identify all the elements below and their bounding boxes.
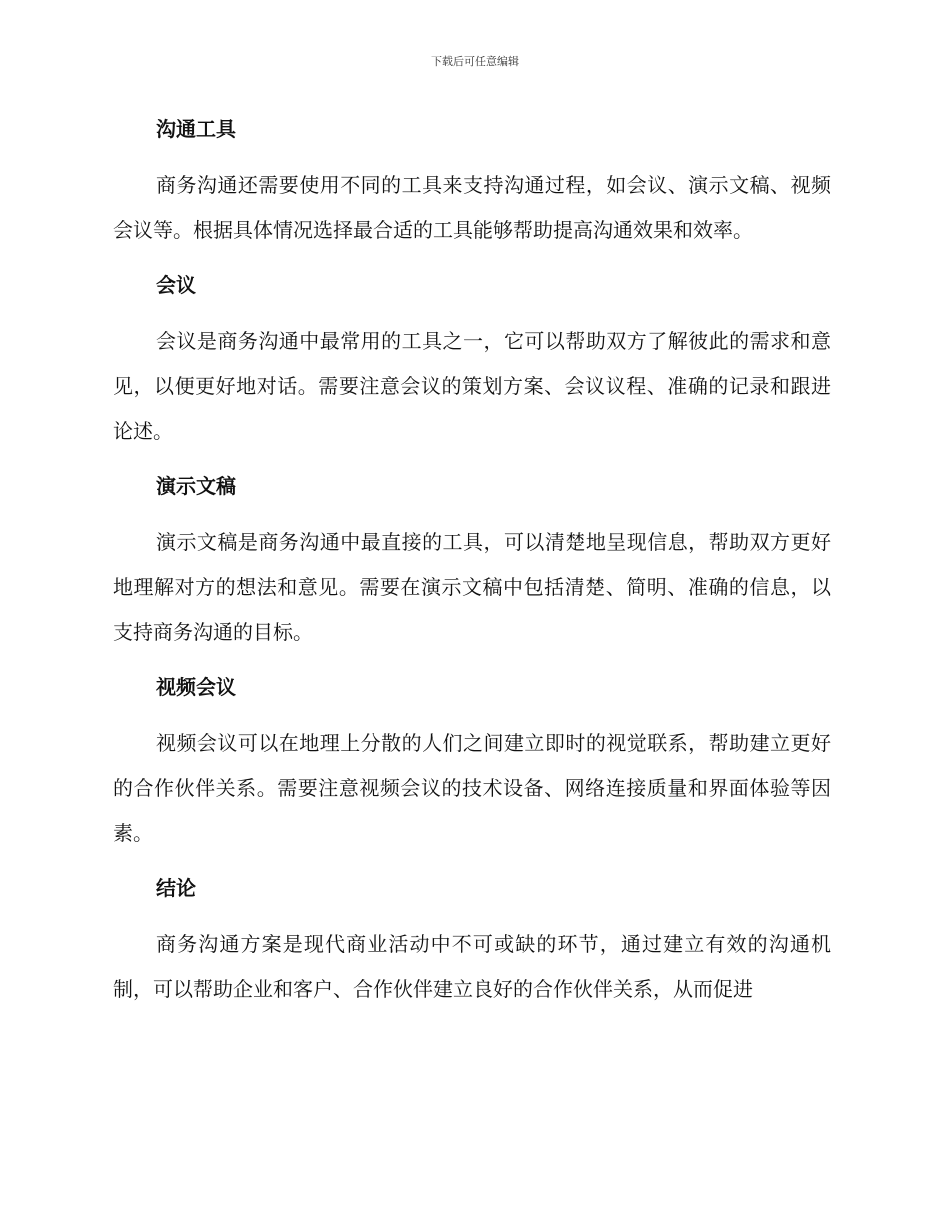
section-meeting	[113, 263, 831, 454]
section-video-conference	[113, 665, 831, 856]
section-paragraph: 会议是商务沟通中最常用的工具之一，它可以帮助双方了解彼此的需求和意见，以便更好地对话。需要注意会议的策划方案、会议议程、准确的记录和跟进论述。	[113, 329, 831, 443]
section-paragraph: 商务沟通方案是现代商业活动中不可或缺的环节，通过建立有效的沟通机制，可以帮助企业和客户、合作伙伴建立良好的合作伙伴关系，从而促进	[113, 932, 831, 1001]
section-heading: 结论	[156, 876, 196, 900]
document-body	[113, 107, 831, 1022]
section-heading: 演示文稿	[156, 474, 236, 498]
section-presentation	[113, 464, 831, 655]
section-communication-tools	[113, 107, 831, 253]
section-heading: 视频会议	[156, 675, 236, 699]
section-heading: 沟通工具	[156, 117, 236, 141]
section-paragraph: 商务沟通还需要使用不同的工具来支持沟通过程，如会议、演示文稿、视频会议等。根据具体情况选择最合适的工具能够帮助提高沟通效果和效率。	[113, 173, 831, 242]
section-paragraph: 视频会议可以在地理上分散的人们之间建立即时的视觉联系，帮助建立更好的合作伙伴关系。需要注意视频会议的技术设备、网络连接质量和界面体验等因素。	[113, 731, 831, 845]
page-header-note: 下载后可任意编辑	[431, 55, 519, 68]
section-conclusion	[113, 866, 831, 1012]
section-paragraph: 演示文稿是商务沟通中最直接的工具，可以清楚地呈现信息，帮助双方更好地理解对方的想法和意见。需要在演示文稿中包括清楚、简明、准确的信息，以支持商务沟通的目标。	[113, 530, 831, 644]
section-heading: 会议	[156, 273, 196, 297]
